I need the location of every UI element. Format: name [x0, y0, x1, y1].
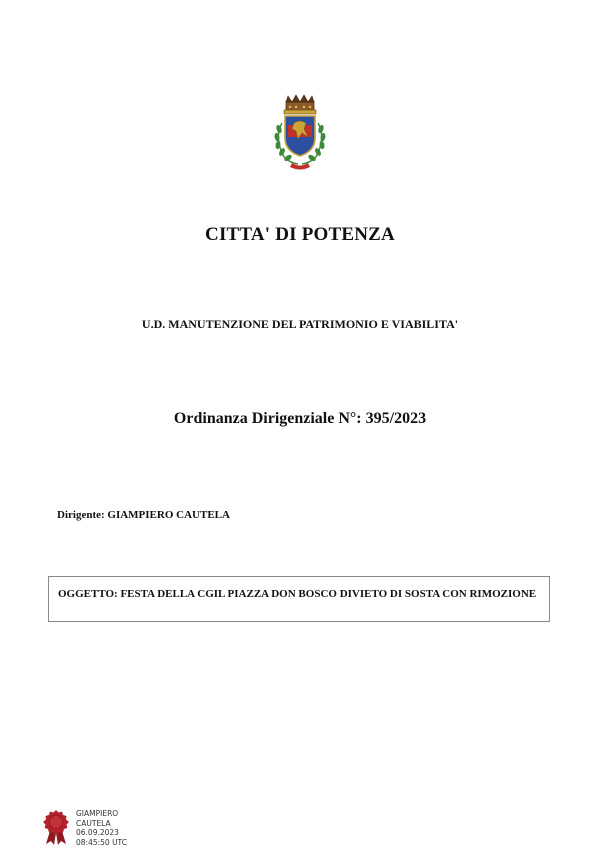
subject-box — [48, 576, 550, 622]
subject-text: OGGETTO: FESTA DELLA CGIL PIAZZA DON BOSCO DIVIETO DI SOSTA CON RIMOZIONE — [58, 588, 537, 600]
signature-date: 06.09.2023 — [76, 828, 119, 837]
department-title: U.D. MANUTENZIONE DEL PATRIMONIO E VIABILITA' — [141, 317, 459, 331]
city-crest-icon — [266, 93, 334, 173]
digital-signature-seal-icon — [41, 809, 71, 845]
signature-time: 08:45:50 UTC — [76, 837, 127, 847]
manager-name: Dirigente: GIAMPIERO CAUTELA — [57, 509, 230, 521]
signature-block — [76, 809, 127, 847]
ordinance-number: Ordinanza Dirigenziale N°: 395/2023 — [173, 410, 427, 427]
signer-first-name: GIAMPIERO — [76, 809, 119, 818]
city-title: CITTA' DI POTENZA — [205, 224, 395, 245]
signer-last-name: CAUTELA — [76, 818, 111, 828]
